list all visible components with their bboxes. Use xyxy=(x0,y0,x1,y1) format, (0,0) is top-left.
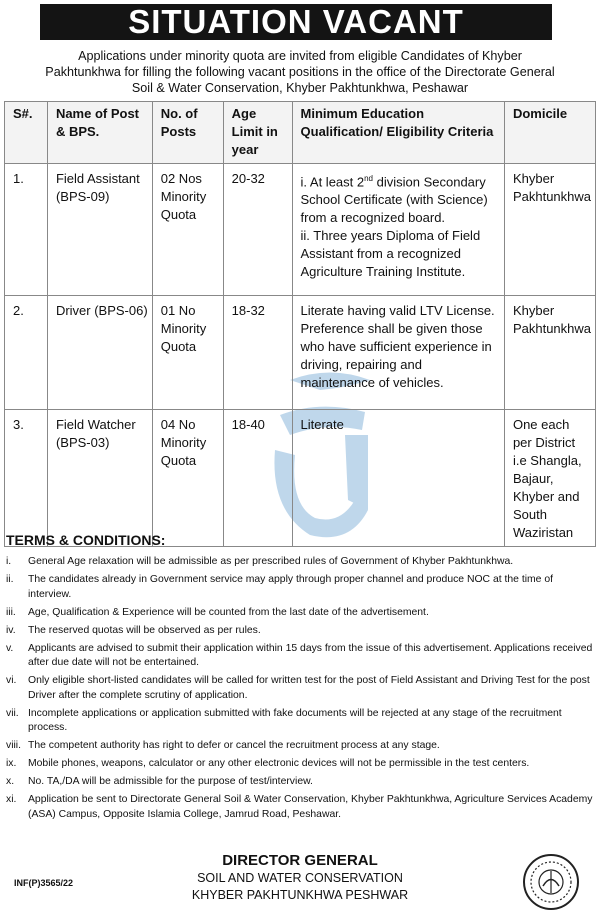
cell-posts: 02 Nos Minority Quota xyxy=(152,164,223,296)
term-text: Incomplete applications or application submitted with fake documents will be rejected at any stage of the recruitment process. xyxy=(28,707,562,734)
list-item xyxy=(6,793,594,822)
header-sn: S#. xyxy=(5,102,48,164)
cell-age: 18-32 xyxy=(223,296,292,410)
term-text: The candidates already in Government service may apply through proper channel and produce NOC at the time of interview. xyxy=(28,573,554,600)
list-item xyxy=(6,606,594,621)
header-education: Minimum Education Qualification/ Eligibility Criteria xyxy=(292,102,504,164)
term-number: viii. xyxy=(6,740,22,752)
list-item xyxy=(6,573,594,602)
cell-age: 20-32 xyxy=(223,164,292,296)
term-number: vi. xyxy=(6,675,17,687)
header-age: Age Limit in year xyxy=(223,102,292,164)
education-line-1 xyxy=(301,170,500,227)
term-number: v. xyxy=(6,642,14,654)
education-text: i. At least 2 xyxy=(300,174,365,190)
term-text: No. TA,/DA will be admissible for the purpose of test/interview. xyxy=(28,776,313,788)
term-number: x. xyxy=(6,776,15,788)
cell-education xyxy=(292,164,504,296)
list-item xyxy=(6,674,594,703)
term-text: Only eligible short-listed candidates will be called for written test for the post of Field Assistant and Driving Test for the post Driver after the complete scrutiny of application. xyxy=(28,675,590,701)
list-item xyxy=(6,707,594,736)
term-text: Mobile phones, weapons, calculator or any other electronic devices will not be permissible in the test centers. xyxy=(28,758,530,770)
terms-heading: TERMS & CONDITIONS: xyxy=(6,532,166,548)
cell-sn: 2. xyxy=(5,296,48,410)
list-item xyxy=(6,757,594,772)
cell-sn: 1. xyxy=(5,164,48,296)
list-item xyxy=(6,555,594,570)
table-row xyxy=(5,410,596,547)
list-item xyxy=(6,642,594,671)
term-text: Application be sent to Directorate General Soil & Water Conservation, Khyber Pakhtunkhwa, Agriculture Services Academy (ASA) Campus, Opposite Islamia College, Jamrud Road, Peshawar. xyxy=(28,794,593,820)
cell-posts: 01 No Minority Quota xyxy=(152,296,223,410)
cell-sn: 3. xyxy=(5,410,48,547)
term-number: ix. xyxy=(6,758,17,770)
cell-post: Field Watcher (BPS-03) xyxy=(47,410,152,547)
signatory-department: SOIL AND WATER CONSERVATION xyxy=(197,871,403,885)
header-post: Name of Post & BPS. xyxy=(47,102,152,164)
table-row xyxy=(5,296,596,410)
education-text: division Secondary School Certificate (with Science) from a recognized board. xyxy=(300,174,488,226)
signature-block xyxy=(160,852,440,904)
cell-posts: 04 No Minority Quota xyxy=(152,410,223,547)
term-number: i. xyxy=(6,556,12,567)
cell-education: Literate xyxy=(292,410,504,547)
intro-text: Applications under minority quota are invited from eligible Candidates of Khyber Pakhtunkhwa for filling the following vacant positions in the office of the Directorate General Soil & Water Conservation, Khyber Pakhtunkhwa, Peshawar xyxy=(45,49,555,95)
signatory-title: DIRECTOR GENERAL xyxy=(222,852,378,869)
cell-domicile: Khyber Pakhtunkhwa xyxy=(504,296,595,410)
list-item xyxy=(6,775,594,790)
term-number: iii. xyxy=(6,606,16,618)
list-item xyxy=(6,624,594,639)
cell-education: Literate having valid LTV License. Preference shall be given those who have sufficient experience in driving, repairing and maintenance of vehicles. xyxy=(292,296,504,410)
header-domicile: Domicile xyxy=(504,102,595,164)
term-number: ii. xyxy=(6,573,14,585)
signatory-location: KHYBER PAKHTUNKHWA PESHWAR xyxy=(191,888,409,902)
term-text: The reserved quotas will be observed as per rules. xyxy=(28,624,261,636)
term-number: xi. xyxy=(6,794,17,806)
title-banner xyxy=(40,4,552,40)
list-item xyxy=(6,739,594,754)
terms-list xyxy=(6,555,594,826)
term-number: iv. xyxy=(6,624,16,636)
table-row xyxy=(5,164,596,296)
cell-age: 18-40 xyxy=(223,410,292,547)
cell-post: Field Assistant (BPS-09) xyxy=(47,164,152,296)
cell-post: Driver (BPS-06) xyxy=(47,296,152,410)
term-text: Age, Qualification & Experience will be counted from the last date of the advertisement. xyxy=(28,606,429,618)
vacancy-table xyxy=(4,101,596,547)
reference-number: INF(P)3565/22 xyxy=(14,878,74,888)
government-seal-icon xyxy=(522,853,580,911)
education-superscript: nd xyxy=(364,174,374,183)
table-header-row xyxy=(5,102,596,164)
term-text: General Age relaxation will be admissible as per prescribed rules of Government of Khyber Pakhtunkhwa. xyxy=(28,556,514,567)
term-text: The competent authority has right to defer or cancel the recruitment process at any stage. xyxy=(28,740,440,752)
header-no-posts: No. of Posts xyxy=(152,102,223,164)
education-line-2: ii. Three years Diploma of Field Assistant from a recognized Agriculture Training Institute. xyxy=(300,228,481,280)
page-title: SITUATION VACANT xyxy=(128,3,464,40)
term-number: vii. xyxy=(6,707,19,719)
term-text: Applicants are advised to submit their application within 15 days from the issue of this advertisement. Applications received after due date will not be entertained. xyxy=(28,642,593,669)
cell-domicile: One each per District i.e Shangla, Bajaur, Khyber and South Waziristan xyxy=(504,410,595,547)
cell-domicile: Khyber Pakhtunkhwa xyxy=(504,164,595,296)
